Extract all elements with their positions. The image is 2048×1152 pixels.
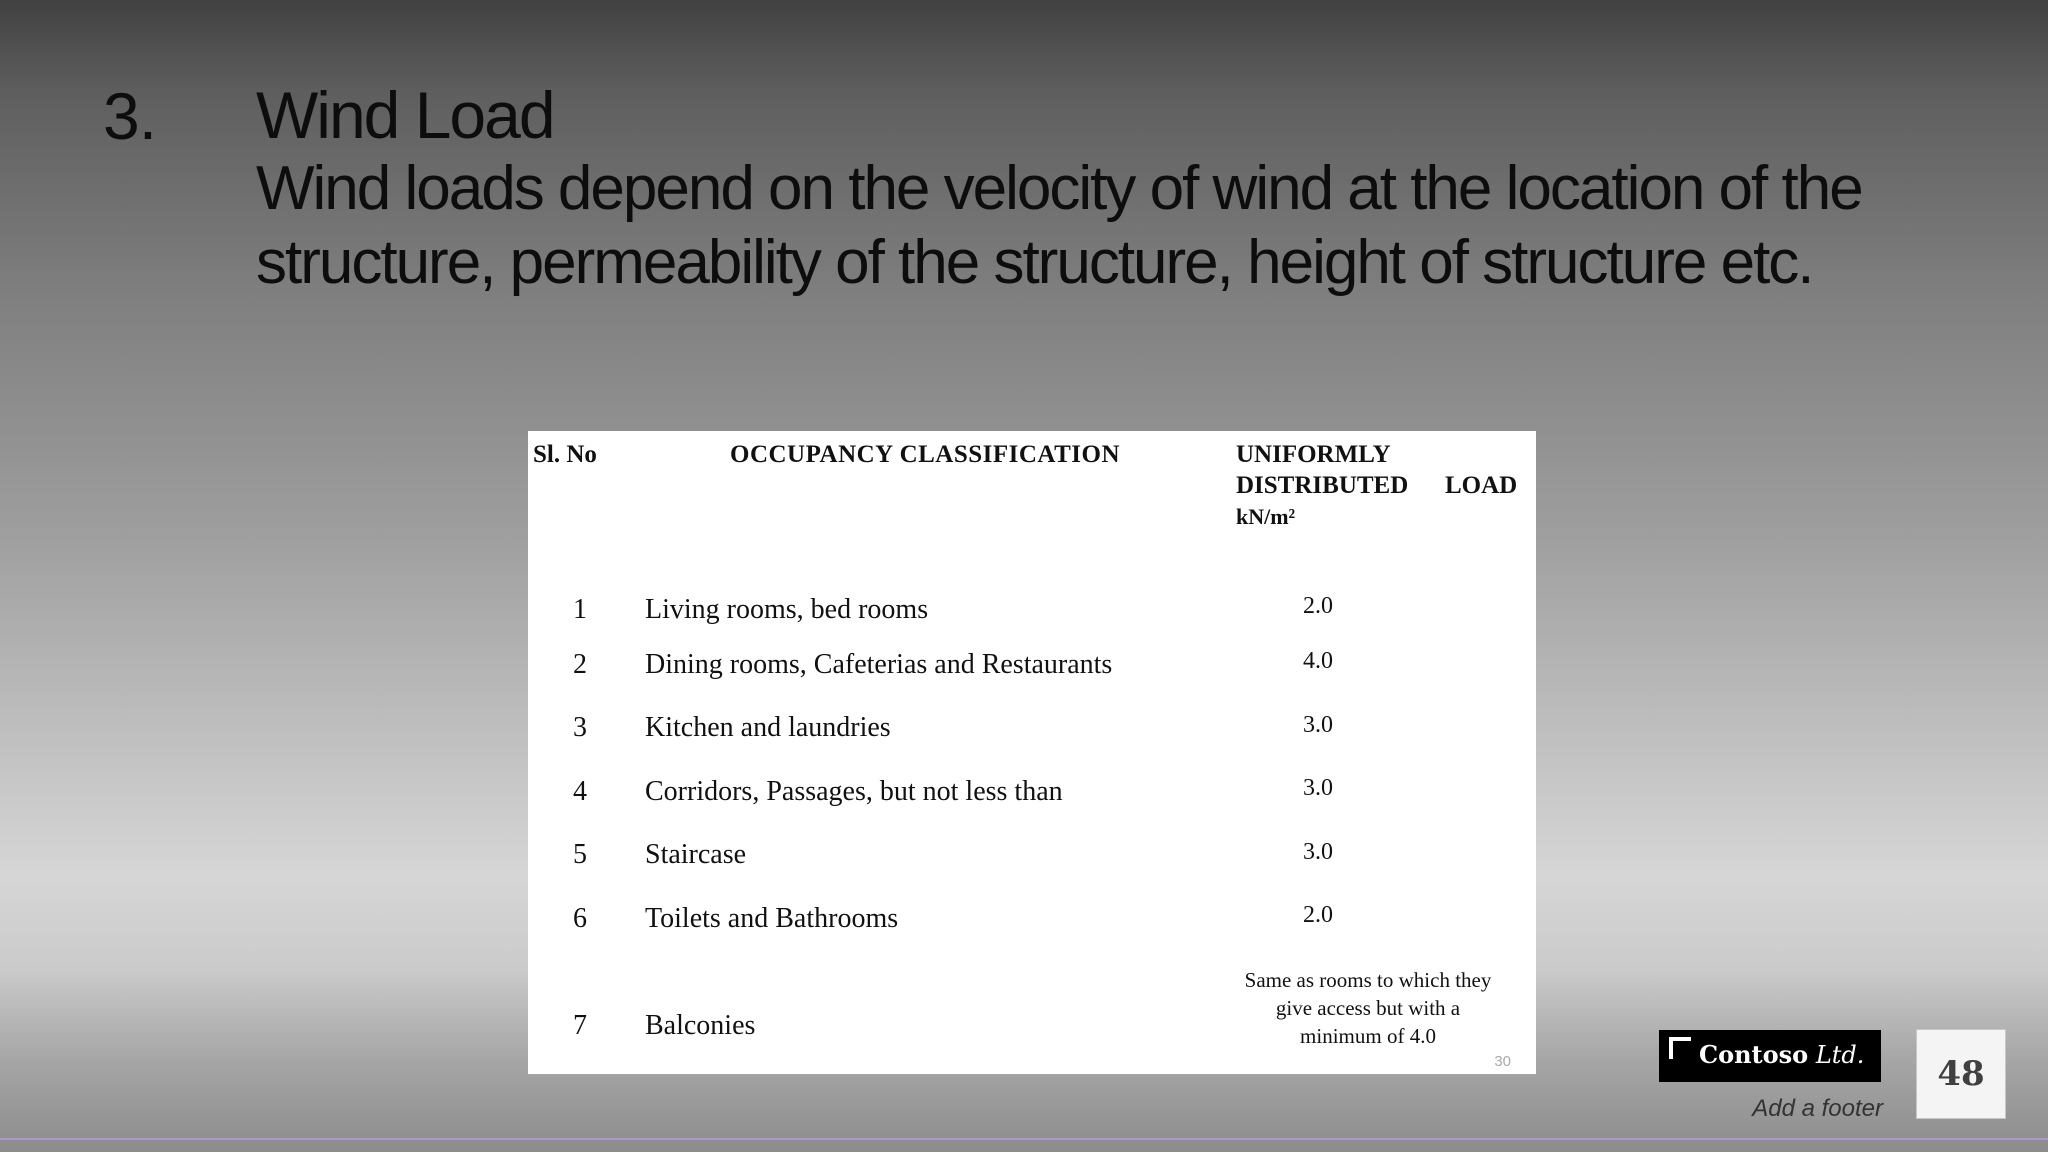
table-row-5-occupancy: Staircase: [645, 839, 747, 870]
table-row-7-load-line-1: Same as rooms to which they: [1244, 968, 1492, 992]
slide-body-line-2: structure, permeability of the structure, height of structure etc.: [256, 228, 1813, 297]
slide-page-number: 48: [1916, 1029, 2006, 1119]
table-row-2-occupancy: Dining rooms, Cafeterias and Restaurants: [645, 649, 1113, 680]
table-row-5-load: 3.0: [1303, 839, 1333, 865]
table-row-7-load: [1228, 966, 1508, 1050]
table-row-3-load: 3.0: [1303, 712, 1333, 738]
occupancy-load-table-image: [528, 431, 1536, 1074]
table-row-7-number: 7: [573, 1010, 587, 1041]
table-row-2-number: 2: [573, 649, 587, 680]
table-row-4-number: 4: [573, 776, 587, 807]
source-page-number: 30: [1494, 1053, 1511, 1070]
table-row-1-load: 2.0: [1303, 593, 1333, 619]
table-row-6-number: 6: [573, 903, 587, 934]
contoso-logo: [1659, 1030, 1881, 1082]
logo-suffix: Ltd.: [1815, 1041, 1865, 1069]
table-row-4-load: 3.0: [1303, 775, 1333, 801]
table-row-7-load-line-3: minimum of 4.0: [1300, 1024, 1436, 1048]
slide-title: Wind Load: [256, 78, 554, 152]
header-load-line-1: UNIFORMLY: [1236, 441, 1391, 468]
table-row-6-occupancy: Toilets and Bathrooms: [645, 903, 899, 934]
bottom-divider: [0, 1138, 2048, 1140]
slide-section-number: 3.: [103, 79, 157, 153]
slide-title-block: [256, 78, 1996, 300]
table-row-5-number: 5: [573, 839, 587, 870]
slide-body-line-1: Wind loads depend on the velocity of wind at the location of the: [256, 154, 1862, 223]
header-load-unit: kN/m²: [1236, 504, 1296, 529]
logo-name: Contoso: [1699, 1040, 1809, 1069]
header-sl-no: Sl. No: [533, 441, 597, 468]
header-load-line-2: DISTRIBUTED: [1236, 472, 1409, 499]
table-row-2-load: 4.0: [1303, 648, 1333, 674]
table-row-4-occupancy: Corridors, Passages, but not less than: [645, 776, 1063, 807]
table-row-7-load-line-2: give access but with a: [1275, 996, 1461, 1020]
table-row-1-occupancy: Living rooms, bed rooms: [645, 594, 929, 625]
footer-placeholder[interactable]: Add a footer: [1752, 1095, 1883, 1122]
logo-corner-mark-icon: [1669, 1037, 1691, 1059]
table-row-3-number: 3: [573, 712, 587, 743]
table-row-7-occupancy: Balconies: [645, 1010, 756, 1041]
table-row-6-load: 2.0: [1303, 902, 1333, 928]
table-row-1-number: 1: [573, 594, 587, 625]
logo-text: [1699, 1040, 1864, 1070]
header-load-line-2b: LOAD: [1445, 472, 1518, 499]
table-row-3-occupancy: Kitchen and laundries: [645, 712, 891, 743]
header-occupancy-classification: OCCUPANCY CLASSIFICATION: [730, 441, 1121, 468]
